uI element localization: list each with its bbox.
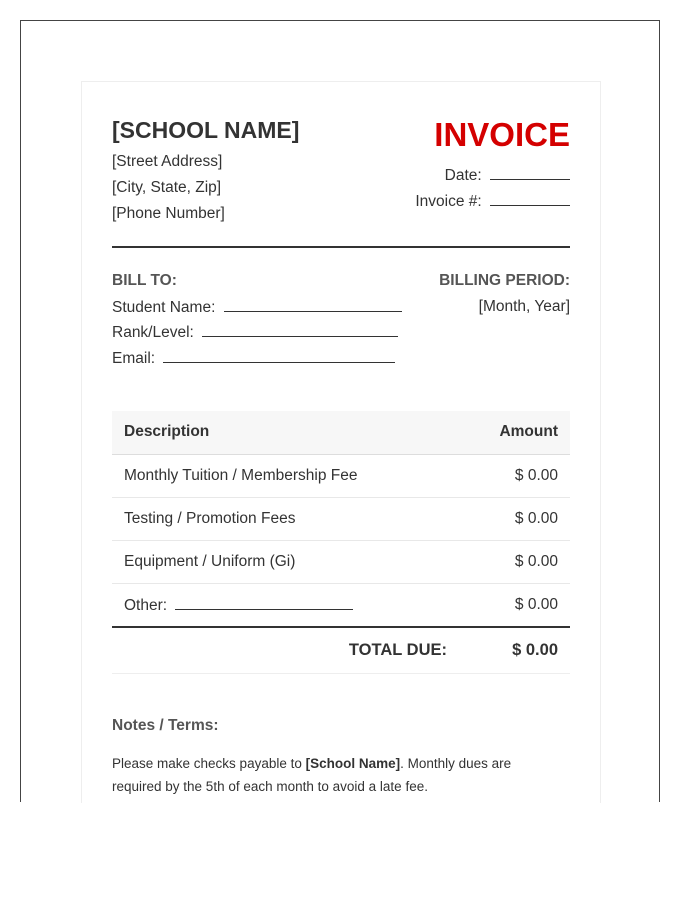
school-name: [SCHOOL NAME]	[112, 117, 300, 143]
student-name-row	[112, 298, 402, 317]
row-amount: $ 0.00	[514, 467, 558, 484]
table-row	[112, 455, 570, 498]
row-amount: $ 0.00	[514, 510, 558, 527]
column-header-amount: Amount	[499, 423, 558, 440]
rank-level-blank	[202, 323, 398, 337]
row-description: Testing / Promotion Fees	[124, 510, 296, 527]
invoice-number-row	[415, 192, 570, 211]
bill-to-heading: BILL TO:	[112, 272, 177, 289]
table-row	[112, 584, 570, 628]
notes-text	[112, 752, 552, 798]
rank-level-label: Rank/Level:	[112, 324, 194, 341]
billing-period-heading: BILLING PERIOD:	[439, 272, 570, 289]
school-city-state-zip: [City, State, Zip]	[112, 179, 222, 196]
notes-school-name: [School Name]	[305, 756, 401, 771]
total-due-label: TOTAL DUE:	[348, 641, 447, 659]
invoice-date-blank	[490, 166, 570, 180]
table-row	[112, 498, 570, 541]
total-due-value: $ 0.00	[512, 641, 558, 659]
column-header-description: Description	[124, 423, 210, 440]
invoice-date-row	[445, 166, 570, 185]
row-amount: $ 0.00	[514, 553, 558, 570]
other-label: Other:	[124, 597, 168, 614]
notes-heading: Notes / Terms:	[112, 717, 219, 734]
row-description-other	[124, 596, 353, 615]
row-description: Monthly Tuition / Membership Fee	[124, 467, 358, 484]
student-name-blank	[224, 298, 402, 312]
email-blank	[163, 349, 395, 363]
other-blank	[175, 596, 353, 610]
rank-level-row	[112, 323, 398, 342]
row-description: Equipment / Uniform (Gi)	[124, 553, 296, 570]
invoice-title: INVOICE	[434, 116, 570, 153]
billing-period-value: [Month, Year]	[478, 298, 570, 315]
header-divider	[112, 246, 570, 248]
school-street-address: [Street Address]	[112, 153, 223, 170]
student-name-label: Student Name:	[112, 299, 216, 316]
table-header	[112, 411, 570, 455]
total-row	[112, 628, 570, 674]
invoice-number-label: Invoice #:	[415, 193, 482, 210]
email-row	[112, 349, 395, 368]
table-row	[112, 541, 570, 584]
notes-text-after: . Monthly dues are required by the 5th of each month to avoid a late fee.	[112, 756, 512, 794]
invoice-number-blank	[490, 192, 570, 206]
row-amount: $ 0.00	[514, 596, 558, 613]
invoice-date-label: Date:	[444, 167, 482, 184]
school-phone: [Phone Number]	[112, 205, 225, 222]
notes-text-before: Please make checks payable to	[112, 756, 306, 771]
line-items-table	[112, 411, 570, 674]
email-label: Email:	[112, 350, 156, 367]
